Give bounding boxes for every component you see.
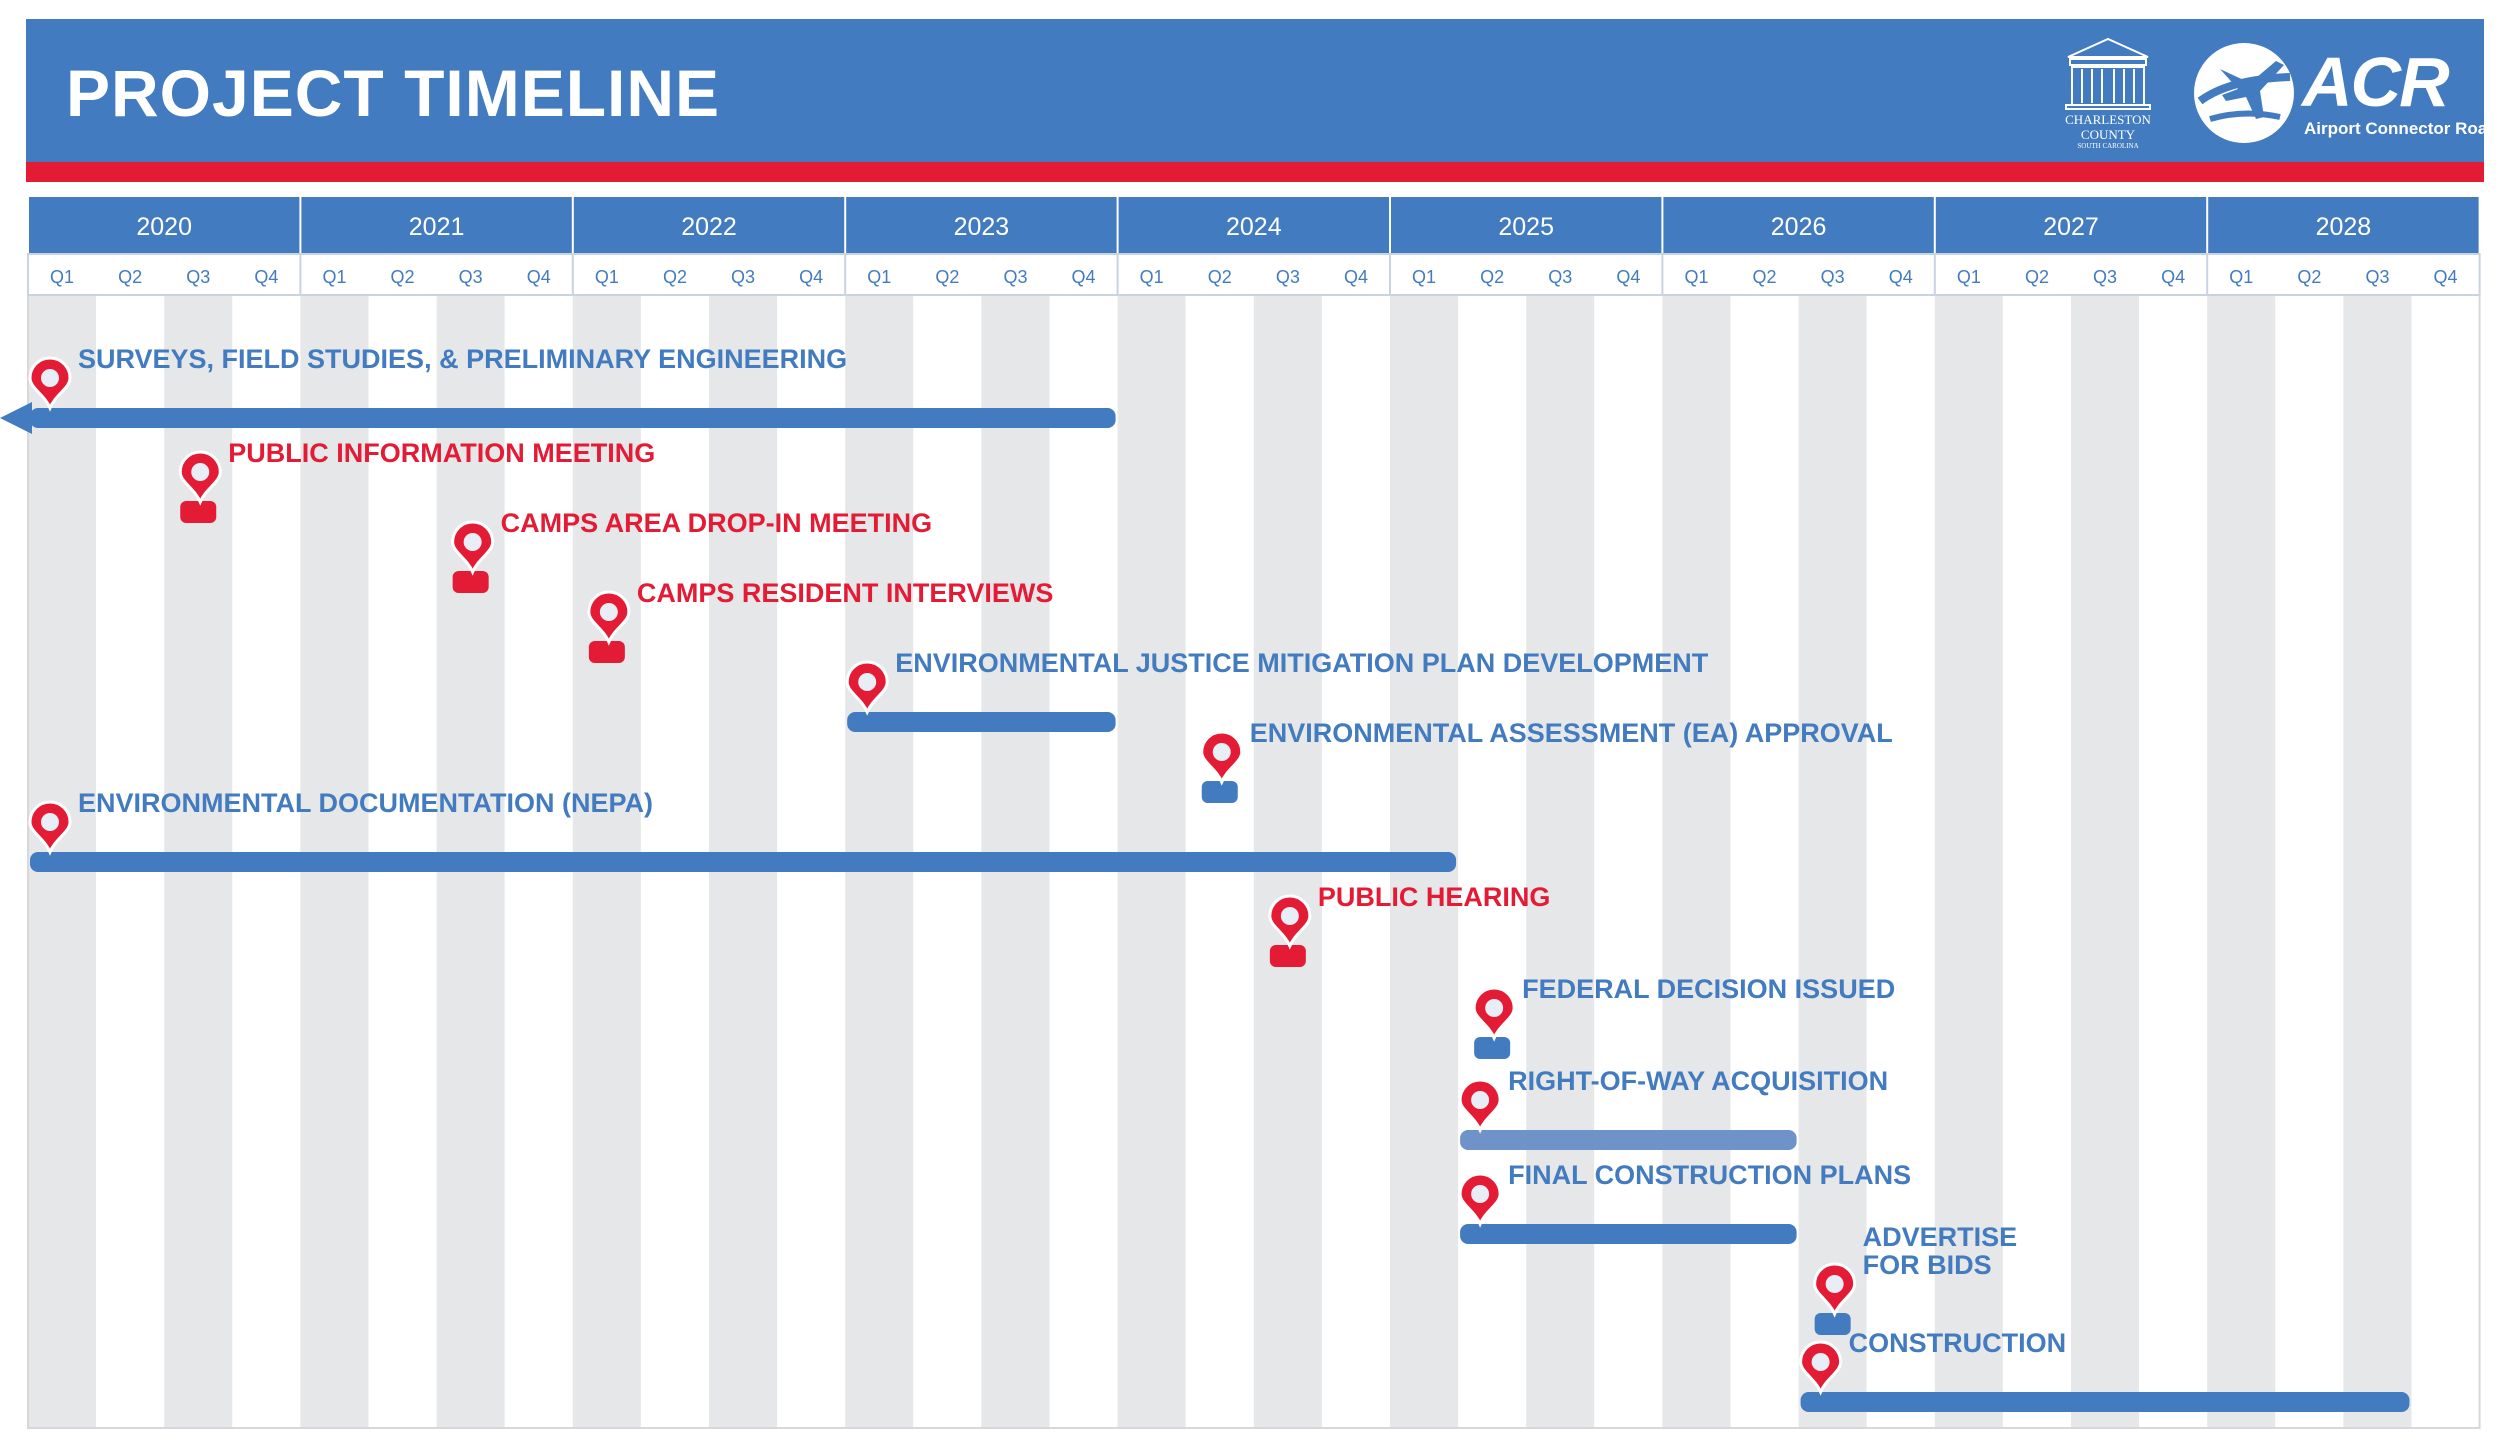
task-label: FEDERAL DECISION ISSUED bbox=[1522, 974, 1896, 1004]
year-label: 2027 bbox=[2043, 213, 2099, 241]
quarter-label: Q3 bbox=[1275, 267, 1300, 287]
county-logo-line1: CHARLESTON bbox=[2065, 112, 2151, 127]
quarter-label: Q2 bbox=[1480, 267, 1505, 287]
milestone-marker bbox=[180, 501, 216, 523]
map-pin-hole bbox=[1471, 1091, 1489, 1109]
page-title: PROJECT TIMELINE bbox=[66, 56, 721, 130]
map-pin-hole bbox=[41, 369, 59, 387]
quarter-label: Q3 bbox=[458, 267, 483, 287]
quarter-label: Q1 bbox=[1412, 267, 1437, 287]
quarter-label: Q2 bbox=[2024, 267, 2049, 287]
grid-column bbox=[2275, 295, 2343, 1428]
year-label: 2024 bbox=[1225, 213, 1282, 241]
quarter-label: Q4 bbox=[799, 267, 824, 287]
year-label: 2023 bbox=[953, 213, 1010, 241]
year-label: 2028 bbox=[2315, 213, 2372, 241]
acr-subtitle: Airport Connector Road bbox=[2304, 119, 2498, 138]
map-pin-hole bbox=[1281, 907, 1299, 925]
map-pin-hole bbox=[1812, 1353, 1830, 1371]
map-pin-hole bbox=[1471, 1185, 1489, 1203]
quarter-label: Q4 bbox=[254, 267, 279, 287]
grid-column bbox=[1799, 295, 1867, 1428]
quarter-label: Q2 bbox=[118, 267, 143, 287]
quarter-label: Q4 bbox=[1071, 267, 1096, 287]
year-label: 2022 bbox=[681, 213, 737, 241]
year-label: 2026 bbox=[1770, 213, 1827, 241]
task-label: ADVERTISE bbox=[1862, 1222, 2018, 1252]
task-label: PUBLIC INFORMATION MEETING bbox=[228, 438, 656, 468]
continue-arrow-icon bbox=[0, 402, 32, 434]
grid-column bbox=[2343, 295, 2411, 1428]
task-bar bbox=[1801, 1392, 2410, 1412]
quarter-label: Q3 bbox=[186, 267, 211, 287]
grid-column bbox=[2207, 295, 2275, 1428]
task-label: CONSTRUCTION bbox=[1848, 1328, 2067, 1358]
task-bar bbox=[30, 408, 1116, 428]
quarter-label: Q4 bbox=[1343, 267, 1368, 287]
task-label: SURVEYS, FIELD STUDIES, & PRELIMINARY ENGINEERING bbox=[78, 344, 848, 374]
milestone-marker bbox=[1202, 781, 1238, 803]
grid-column bbox=[2071, 295, 2139, 1428]
quarter-label: Q3 bbox=[1548, 267, 1573, 287]
grid-column bbox=[2412, 295, 2480, 1428]
grid-column bbox=[1594, 295, 1662, 1428]
quarter-label: Q2 bbox=[1752, 267, 1777, 287]
task-label: CAMPS RESIDENT INTERVIEWS bbox=[636, 578, 1054, 608]
quarter-label: Q3 bbox=[1820, 267, 1845, 287]
grid-column bbox=[1662, 295, 1730, 1428]
quarter-label: Q2 bbox=[390, 267, 415, 287]
quarter-label: Q1 bbox=[1139, 267, 1164, 287]
year-label: 2020 bbox=[136, 213, 193, 241]
quarter-label: Q1 bbox=[867, 267, 892, 287]
map-pin-hole bbox=[41, 813, 59, 831]
quarter-label: Q1 bbox=[50, 267, 75, 287]
quarter-label: Q3 bbox=[1003, 267, 1028, 287]
quarter-label: Q3 bbox=[2365, 267, 2390, 287]
quarter-label: Q3 bbox=[731, 267, 756, 287]
quarter-label: Q2 bbox=[662, 267, 687, 287]
quarter-label: Q4 bbox=[526, 267, 551, 287]
quarter-label: Q2 bbox=[2297, 267, 2322, 287]
acr-wordmark: ACR bbox=[2302, 43, 2448, 121]
task-bar bbox=[847, 712, 1115, 732]
map-pin-hole bbox=[464, 533, 482, 551]
task-label: FOR BIDS bbox=[1862, 1250, 1992, 1280]
map-pin-hole bbox=[1213, 743, 1231, 761]
quarter-label: Q2 bbox=[1207, 267, 1232, 287]
task-label: RIGHT-OF-WAY ACQUISITION bbox=[1508, 1066, 1889, 1096]
grid-column bbox=[2139, 295, 2207, 1428]
year-label: 2025 bbox=[1498, 213, 1555, 241]
county-logo-line3: SOUTH CAROLINA bbox=[2077, 142, 2139, 150]
task-label: ENVIRONMENTAL DOCUMENTATION (NEPA) bbox=[78, 788, 653, 818]
task-bar bbox=[30, 852, 1456, 872]
quarter-label: Q4 bbox=[1888, 267, 1913, 287]
quarter-label: Q1 bbox=[594, 267, 619, 287]
quarter-label: Q4 bbox=[1616, 267, 1641, 287]
map-pin-hole bbox=[858, 673, 876, 691]
year-label: 2021 bbox=[408, 213, 465, 241]
map-pin-hole bbox=[191, 463, 209, 481]
milestone-marker bbox=[453, 571, 489, 593]
grid-column bbox=[1526, 295, 1594, 1428]
task-label: FINAL CONSTRUCTION PLANS bbox=[1508, 1160, 1912, 1190]
milestone-marker bbox=[1270, 945, 1306, 967]
task-bar bbox=[1460, 1224, 1797, 1244]
milestone-marker bbox=[1815, 1313, 1851, 1335]
grid-column bbox=[2003, 295, 2071, 1428]
task-bar bbox=[1460, 1130, 1797, 1150]
quarter-label: Q1 bbox=[322, 267, 347, 287]
quarter-label: Q4 bbox=[2433, 267, 2458, 287]
task-label: ENVIRONMENTAL JUSTICE MITIGATION PLAN DEVELOPMENT bbox=[895, 648, 1709, 678]
grid-column bbox=[1731, 295, 1799, 1428]
milestone-marker bbox=[1474, 1037, 1510, 1059]
grid-column bbox=[1458, 295, 1526, 1428]
quarter-label: Q1 bbox=[2229, 267, 2254, 287]
quarter-label: Q1 bbox=[1956, 267, 1981, 287]
county-logo-line2: COUNTY bbox=[2080, 127, 2136, 142]
task-label: PUBLIC HEARING bbox=[1317, 882, 1551, 912]
quarter-label: Q1 bbox=[1684, 267, 1709, 287]
task-label: CAMPS AREA DROP-IN MEETING bbox=[500, 508, 933, 538]
map-pin-hole bbox=[600, 603, 618, 621]
milestone-marker bbox=[589, 641, 625, 663]
quarter-label: Q4 bbox=[2161, 267, 2186, 287]
quarter-label: Q2 bbox=[935, 267, 960, 287]
task-label: ENVIRONMENTAL ASSESSMENT (EA) APPROVAL bbox=[1249, 718, 1893, 748]
map-pin-hole bbox=[1826, 1275, 1844, 1293]
map-pin-hole bbox=[1485, 999, 1503, 1017]
quarter-label: Q3 bbox=[2093, 267, 2118, 287]
